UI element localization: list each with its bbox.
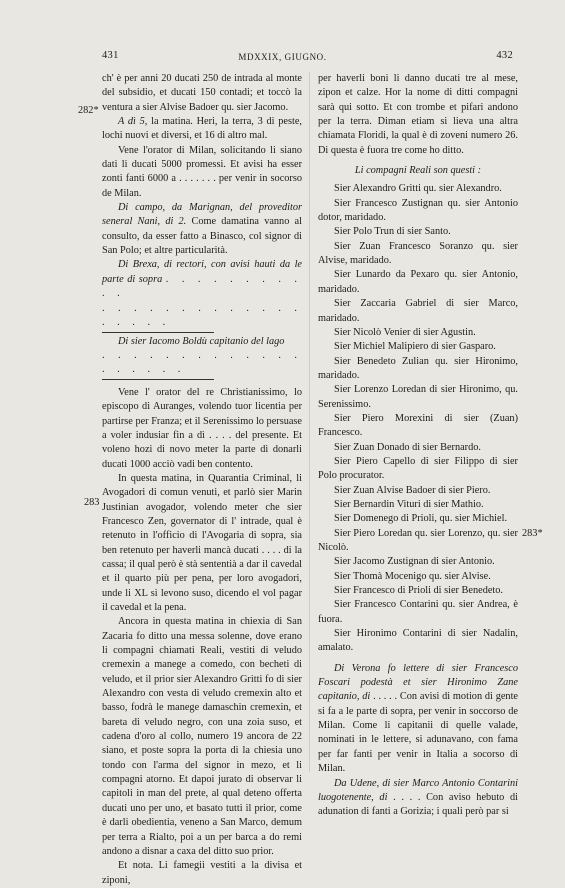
- margin-note-283-left: 283: [84, 497, 100, 508]
- ellipsis: . . . . . . . . . . .: [102, 273, 303, 300]
- list-item: Sier Hironimo Contarini di sier Nadalin, amalato.: [318, 628, 518, 654]
- paragraph: [318, 662, 518, 777]
- page-number-right: 432: [496, 50, 513, 61]
- list-item: Sier Jacomo Zustignan di sier Antonio.: [334, 556, 495, 568]
- list-item: Sier Bernardin Vituri di sier Mathio.: [334, 498, 484, 510]
- paragraph: Ancora in questa matina in chiexia di San Zacaria fo ditto una messa solenne, dove erano li compagni chiamati Reali, vestiti di veludo cremexin a manege a comedo, con becheti di veludo, et il prior sier Alexandro Gritti fo di sier Alexandro con vesta di veludo cremexin alto et basso, fodrà le manege damaschin cremexin, et bareta di veludo negro, con una zoia suso, et cadena d'oro al collo, numero 19 ancora de 22 siano, et poste sopra la porta di la chiesia uno tondo con l'arma del signor in mezo, et li compagni atorno. Et dapoi jurato di observar li capitoli in man del prete, al qual deteno offerta ducati uno per uno, et basato tutti il prior, come è darli obedientia, veneno a San Marco, demum per terra a Rialto, poi a un per barca a do remi andono a disnar a caxa del ditto suo prior.: [102, 616, 302, 857]
- page-number-left: 431: [102, 50, 119, 61]
- list-item: Sier Zuan Donado di sier Bernardo.: [334, 441, 481, 453]
- date-heading: A dì 5,: [118, 116, 148, 128]
- left-column: [102, 72, 302, 888]
- names-list: [318, 182, 518, 655]
- paragraph-text: . . . . . Con avisi di motion di gente si fa a le parte di sopra, per venir in soccorso de Milan. Come li capitanii di quelle valade, nominati in le lettere, si adunavano, con fama per far fanti per venir in Italia a socorso di Milan.: [318, 691, 518, 775]
- list-item: Sier Polo Trun di sier Santo.: [334, 226, 451, 238]
- column-divider: [309, 72, 310, 772]
- letter-heading: Di sier Iacomo Boldù capitanio del lago: [118, 335, 285, 347]
- letter-heading: Di Verona fo lettere di sier Francesco Foscari podestà et sier Hironimo Zane capitanio, di: [318, 662, 518, 703]
- letter-heading: Di campo, da Marignan, del proveditor seneral Nani, di 2.: [102, 202, 302, 228]
- list-item: Sier Piero Morexini di sier (Zuan) Francesco.: [318, 412, 518, 439]
- margin-note-282: 282*: [78, 105, 99, 116]
- paragraph: Vene l' orator del re Christianissimo, lo episcopo di Auranges, volendo tuor licentia per partirse per Franza; et il Serenissimo lo persuase a voler indusiar fin a dì . . . . del presente. Et voleno hozi di novo meter la parte di donarli ducati 1000 acciò vadi ben contento.: [102, 386, 302, 470]
- list-item: Sier Piero Loredan qu. sier Lorenzo, qu. sier Nicolò.: [318, 527, 518, 553]
- list-heading: Li compagni Reali son questi :: [354, 165, 482, 177]
- list-item: Sier Alexandro Gritti qu. sier Alexandro.: [334, 183, 502, 195]
- paragraph: [102, 201, 302, 258]
- list-item: Sier Michiel Malipiero di sier Gasparo.: [334, 341, 496, 353]
- list-item: Sier Zaccaria Gabriel di sier Marco, maridado.: [318, 298, 518, 324]
- letter-heading: Da Udene, di sier Marco Antonio Contarini luogotenente, di: [318, 777, 518, 803]
- paragraph-text: . . . . Con aviso hebuto di adunation di fanti a Gorizia; i quali però par si: [318, 791, 518, 818]
- paragraph: per haverli boni li danno ducati tre al mese, zipon et calze. Hor la nome di ditti compagni sarà qui sotto. Et con trombe et pifari andono per la terra. Diman etiam si lieva una altra chiamata Floridi, la qual è di zoveni numero 26. Di questa è fuora tre come ho ditto.: [318, 73, 518, 156]
- list-item: Sier Francesco Zustignan qu. sier Antonio dotor, maridado.: [318, 197, 518, 224]
- right-column: [318, 72, 518, 820]
- list-item: Sier Benedeto Zulian qu. sier Hironimo, maridado.: [318, 355, 518, 381]
- list-item: Sier Francesco di Prioli di sier Benedeto.: [334, 585, 504, 597]
- paragraph: In questa matina, in Quarantia Criminal, li Avogadori di comun venuti, et parlò sier Marin Justinian avogador, volendo meter che sier Francesco Zen, governator di l' intrade, qual è retenuto in l'officio di l'Avogaria di sopra, sia ben retenuto per haverli mancà ducati . . . . di la cassa; il qual però è stà sententià a dar il cavedal et il quarto più per pena, per loro avogadori, unde li XL si levono suso, dicendo el vol pagar il cavedal et la pena.: [102, 472, 302, 613]
- list-item: Sier Lorenzo Loredan di sier Hironimo, qu. Serenissimo.: [318, 384, 518, 410]
- paragraph: [318, 777, 518, 820]
- list-item: Sier Zuan Alvise Badoer di sier Piero.: [334, 484, 491, 496]
- list-item: Sier Piero Capello di sier Filippo di sier Polo procurator.: [318, 455, 518, 482]
- paragraph: [102, 258, 302, 301]
- paragraph-text: Come damatina vanno al consulto, da esser fatto a Binasco, col signor di San Polo; et altre particularità.: [102, 216, 302, 257]
- list-item: Sier Zuan Francesco Soranzo qu. sier Alvise, maridado.: [318, 240, 518, 267]
- list-item: Sier Francesco Contarini qu. sier Andrea, è fuora.: [318, 599, 518, 625]
- margin-note-283-right: 283*: [522, 528, 543, 539]
- letter-heading: Di Brexa, di rectori, con avisi hauti da le parte di sopra: [102, 259, 302, 285]
- ellipsis-line: . . . . . . . . . . . . . . . . . . .: [102, 349, 302, 375]
- separator-rule: [102, 379, 214, 380]
- paragraph: Et nota. Li famegii vestiti a la divisa et ziponi,: [102, 860, 302, 886]
- list-item: Sier Domenego di Prioli, qu. sier Michiel.: [334, 513, 508, 525]
- paragraph-text: la matina. Heri, la terra, 3 di peste, lochi nuovi et diversi, et 16 di altro mal.: [102, 116, 302, 142]
- list-item: Sier Lunardo da Pexaro qu. sier Antonio, maridado.: [318, 269, 518, 295]
- paragraph: ch' è per anni 20 ducati 250 de intrada al monte del subsidio, et ducati 150 contadi; et toccò la ventura a sier Alvise Badoer qu. sier Jacomo.: [102, 73, 302, 113]
- paragraph: Vene l'orator di Milan, solicitando li siano dati li ducati 5000 promessi. Et avisi ha esser zonti fanti 6000 a . . . . . . . per venir in socorso de Milan.: [102, 144, 302, 199]
- list-item: Sier Thomà Mocenigo qu. sier Alvise.: [334, 570, 491, 582]
- paragraph: [102, 115, 302, 144]
- running-title: MDXXIX, GIUGNO.: [238, 52, 327, 62]
- ellipsis-line: . . . . . . . . . . . . . . . . . .: [102, 302, 302, 328]
- separator-rule: [102, 332, 214, 333]
- list-item: Sier Nicolò Venier di sier Agustin.: [334, 326, 476, 338]
